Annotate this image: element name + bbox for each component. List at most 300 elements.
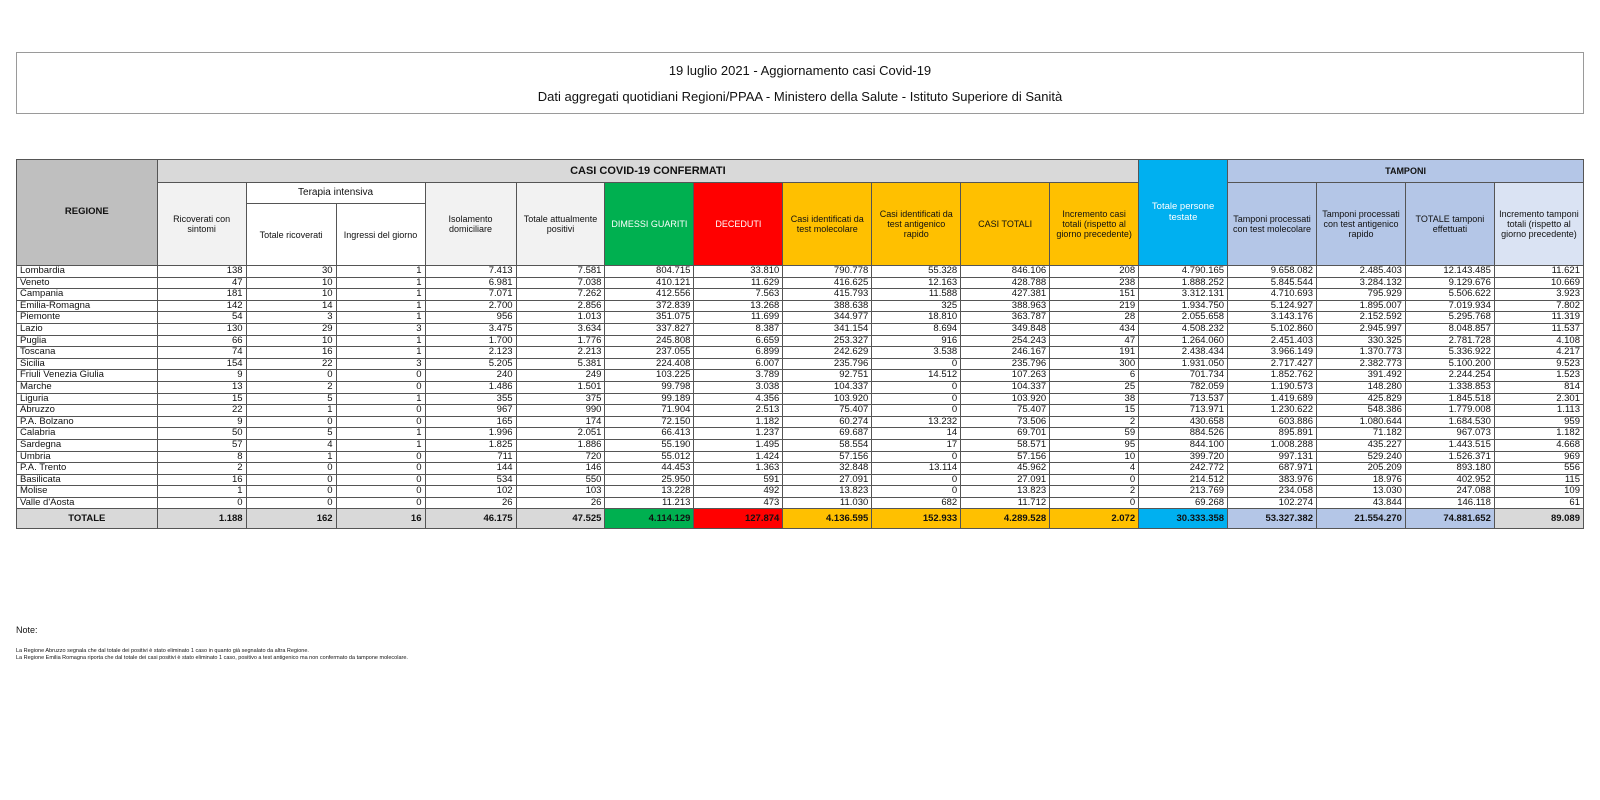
table-cell: 152.933 — [872, 509, 961, 529]
table-row — [17, 312, 1584, 324]
table-cell: 0 — [246, 474, 336, 486]
table-cell: 2.051 — [516, 428, 605, 440]
table-cell: 2.781.728 — [1405, 335, 1494, 347]
table-cell: 410.121 — [605, 277, 694, 289]
table-cell: 341.154 — [783, 323, 872, 335]
table-cell: 16 — [246, 347, 336, 359]
cell-regione: Emilia-Romagna — [17, 300, 158, 312]
table-cell: 3.475 — [425, 323, 516, 335]
table-cell: 1.776 — [516, 335, 605, 347]
table-cell: 2.945.997 — [1317, 323, 1406, 335]
table-cell: 59 — [1050, 428, 1139, 440]
cell-regione: Calabria — [17, 428, 158, 440]
table-cell: 0 — [872, 381, 961, 393]
table-cell: 3 — [246, 312, 336, 324]
table-row — [17, 416, 1584, 428]
table-cell: 26 — [516, 497, 605, 509]
table-cell: 4 — [246, 439, 336, 451]
table-cell: 2.856 — [516, 300, 605, 312]
table-cell: 245.808 — [605, 335, 694, 347]
table-cell: 2.700 — [425, 300, 516, 312]
table-cell: 1.190.573 — [1228, 381, 1317, 393]
table-cell: 1.182 — [694, 416, 783, 428]
table-cell: 1.363 — [694, 463, 783, 475]
table-cell: 9 — [157, 416, 246, 428]
table-cell: 8.387 — [694, 323, 783, 335]
table-cell: 5 — [246, 428, 336, 440]
table-cell: 884.526 — [1139, 428, 1228, 440]
table-row — [17, 300, 1584, 312]
table-cell: 162 — [246, 509, 336, 529]
table-cell: 13.823 — [961, 486, 1050, 498]
table-cell: 11.588 — [872, 289, 961, 301]
table-cell: 55.190 — [605, 439, 694, 451]
table-cell: 416.625 — [783, 277, 872, 289]
table-cell: 219 — [1050, 300, 1139, 312]
table-cell: 372.839 — [605, 300, 694, 312]
table-cell: 254.243 — [961, 335, 1050, 347]
table-cell: 2.213 — [516, 347, 605, 359]
table-row — [17, 381, 1584, 393]
table-row — [17, 347, 1584, 359]
covid-table — [16, 159, 1584, 529]
header-deceduti: DECEDUTI — [694, 183, 783, 266]
band-tamponi: TAMPONI — [1228, 160, 1584, 183]
table-cell: 0 — [872, 405, 961, 417]
table-cell: 45.962 — [961, 463, 1050, 475]
table-row — [17, 323, 1584, 335]
table-cell: 10.669 — [1494, 277, 1583, 289]
table-cell: 165 — [425, 416, 516, 428]
table-cell: 14 — [246, 300, 336, 312]
table-cell: 1.852.762 — [1228, 370, 1317, 382]
table-cell: 235.796 — [961, 358, 1050, 370]
table-cell: 1 — [336, 335, 425, 347]
table-cell: 146 — [516, 463, 605, 475]
table-cell: 0 — [1050, 474, 1139, 486]
table-cell: 234.058 — [1228, 486, 1317, 498]
notes-text — [16, 648, 408, 662]
cell-regione: Campania — [17, 289, 158, 301]
table-cell: 103.225 — [605, 370, 694, 382]
table-cell: 7.413 — [425, 266, 516, 278]
table-cell: 74 — [157, 347, 246, 359]
table-cell: 956 — [425, 312, 516, 324]
table-cell: 246.167 — [961, 347, 1050, 359]
table-cell: 1 — [336, 393, 425, 405]
table-cell: 25.950 — [605, 474, 694, 486]
table-cell: 26 — [425, 497, 516, 509]
table-cell: 73.506 — [961, 416, 1050, 428]
table-cell: 844.100 — [1139, 439, 1228, 451]
table-cell: 75.407 — [783, 405, 872, 417]
table-row-totale — [17, 509, 1584, 529]
header-ricoverati: Ricoverati con sintomi — [157, 183, 246, 266]
table-cell: 7.581 — [516, 266, 605, 278]
table-cell: 5.205 — [425, 358, 516, 370]
table-cell: 5.100.200 — [1405, 358, 1494, 370]
table-cell: 349.848 — [961, 323, 1050, 335]
table-cell: 11.319 — [1494, 312, 1583, 324]
table-cell: 9.129.676 — [1405, 277, 1494, 289]
table-cell: 107.263 — [961, 370, 1050, 382]
table-cell: 1 — [336, 347, 425, 359]
table-cell: 69.268 — [1139, 497, 1228, 509]
table-cell: 1.886 — [516, 439, 605, 451]
table-cell: 249 — [516, 370, 605, 382]
table-cell: 4.790.165 — [1139, 266, 1228, 278]
table-cell: 71.904 — [605, 405, 694, 417]
table-cell: 556 — [1494, 463, 1583, 475]
table-cell: 44.453 — [605, 463, 694, 475]
table-cell: 893.180 — [1405, 463, 1494, 475]
table-cell: 0 — [246, 463, 336, 475]
table-cell: 13.268 — [694, 300, 783, 312]
table-cell: 383.976 — [1228, 474, 1317, 486]
header-ti-totale: Totale ricoverati — [246, 204, 336, 266]
cell-regione: Umbria — [17, 451, 158, 463]
table-cell: 27.091 — [783, 474, 872, 486]
table-cell: 10 — [1050, 451, 1139, 463]
table-cell: 104.337 — [783, 381, 872, 393]
table-cell: 92.751 — [783, 370, 872, 382]
table-cell: 3 — [336, 323, 425, 335]
table-cell: 1.895.007 — [1317, 300, 1406, 312]
table-cell: 109 — [1494, 486, 1583, 498]
table-cell: 846.106 — [961, 266, 1050, 278]
table-cell: 14.512 — [872, 370, 961, 382]
table-cell: 242.629 — [783, 347, 872, 359]
table-cell: 534 — [425, 474, 516, 486]
table-row — [17, 486, 1584, 498]
table-cell: 325 — [872, 300, 961, 312]
table-cell: 969 — [1494, 451, 1583, 463]
table-cell: 603.886 — [1228, 416, 1317, 428]
table-cell: 144 — [425, 463, 516, 475]
table-cell: 0 — [336, 497, 425, 509]
table-cell: 427.381 — [961, 289, 1050, 301]
cell-regione: P.A. Trento — [17, 463, 158, 475]
table-cell: 1.996 — [425, 428, 516, 440]
table-cell: 391.492 — [1317, 370, 1406, 382]
table-cell: 701.734 — [1139, 370, 1228, 382]
table-cell: 990 — [516, 405, 605, 417]
cell-regione: Basilicata — [17, 474, 158, 486]
table-cell: 16 — [157, 474, 246, 486]
cell-regione: Abruzzo — [17, 405, 158, 417]
table-cell: 58.571 — [961, 439, 1050, 451]
table-cell: 967.073 — [1405, 428, 1494, 440]
table-cell: 1.008.288 — [1228, 439, 1317, 451]
table-cell: 6.981 — [425, 277, 516, 289]
table-cell: 13.030 — [1317, 486, 1406, 498]
table-cell: 1.684.530 — [1405, 416, 1494, 428]
table-cell: 1.338.853 — [1405, 381, 1494, 393]
table-cell: 1.113 — [1494, 405, 1583, 417]
table-cell: 895.891 — [1228, 428, 1317, 440]
table-cell: 214.512 — [1139, 474, 1228, 486]
table-cell: 916 — [872, 335, 961, 347]
header-ti-ingressi: Ingressi del giorno — [336, 204, 425, 266]
table-cell: 782.059 — [1139, 381, 1228, 393]
table-cell: 58.554 — [783, 439, 872, 451]
table-cell: 0 — [336, 463, 425, 475]
table-cell: 10 — [246, 289, 336, 301]
table-body — [17, 266, 1584, 529]
table-cell: 2 — [1050, 416, 1139, 428]
table-cell: 7.019.934 — [1405, 300, 1494, 312]
table-cell: 0 — [872, 486, 961, 498]
table-cell: 804.715 — [605, 266, 694, 278]
table-cell: 138 — [157, 266, 246, 278]
table-row — [17, 393, 1584, 405]
table-cell: 22 — [157, 405, 246, 417]
table-row — [17, 474, 1584, 486]
table-cell: 61 — [1494, 497, 1583, 509]
table-cell: 344.977 — [783, 312, 872, 324]
table-cell: 47 — [1050, 335, 1139, 347]
table-cell: 967 — [425, 405, 516, 417]
table-cell: 0 — [872, 474, 961, 486]
table-cell: 0 — [336, 416, 425, 428]
table-cell: 0 — [246, 416, 336, 428]
table-cell: 21.554.270 — [1317, 509, 1406, 529]
table-cell: 17 — [872, 439, 961, 451]
table-cell: 9.523 — [1494, 358, 1583, 370]
table-cell: 2.055.658 — [1139, 312, 1228, 324]
table-cell: 0 — [336, 381, 425, 393]
header-persone-testate: Totale persone testate — [1139, 160, 1228, 266]
table-cell: 1.264.060 — [1139, 335, 1228, 347]
table-cell: 11.712 — [961, 497, 1050, 509]
table-row — [17, 497, 1584, 509]
table-cell: 53.327.382 — [1228, 509, 1317, 529]
cell-regione: Veneto — [17, 277, 158, 289]
table-cell: 60.274 — [783, 416, 872, 428]
table-cell: 1.443.515 — [1405, 439, 1494, 451]
table-cell: 15 — [157, 393, 246, 405]
table-cell: 1.230.622 — [1228, 405, 1317, 417]
table-cell: 0 — [157, 497, 246, 509]
band-casi-confermati: CASI COVID-19 CONFERMATI — [157, 160, 1138, 183]
table-cell: 25 — [1050, 381, 1139, 393]
table-cell: 711 — [425, 451, 516, 463]
table-cell: 103 — [516, 486, 605, 498]
table-cell: 142 — [157, 300, 246, 312]
table-cell: 74.881.652 — [1405, 509, 1494, 529]
page-title: 19 luglio 2021 - Aggiornamento casi Covid-19 — [668, 63, 932, 78]
notes-label: Note: — [16, 625, 38, 635]
table-cell: 0 — [872, 451, 961, 463]
table-cell: 415.793 — [783, 289, 872, 301]
table-cell: 4.356 — [694, 393, 783, 405]
cell-regione: Liguria — [17, 393, 158, 405]
table-cell: 181 — [157, 289, 246, 301]
table-cell: 235.796 — [783, 358, 872, 370]
table-cell: 103.920 — [961, 393, 1050, 405]
table-cell: 38 — [1050, 393, 1139, 405]
table-cell: 3.143.176 — [1228, 312, 1317, 324]
table-cell: 1.523 — [1494, 370, 1583, 382]
table-cell: 102.274 — [1228, 497, 1317, 509]
table-cell: 130 — [157, 323, 246, 335]
table-cell: 4.217 — [1494, 347, 1583, 359]
header-tamponi-antigenico: Tamponi processati con test antigenico rapido — [1317, 183, 1406, 266]
table-cell: 66 — [157, 335, 246, 347]
table-cell: 548.386 — [1317, 405, 1406, 417]
table-cell: 99.798 — [605, 381, 694, 393]
table-cell: 2.485.403 — [1317, 266, 1406, 278]
table-cell: 4.108 — [1494, 335, 1583, 347]
table-cell: 1.501 — [516, 381, 605, 393]
table-row — [17, 370, 1584, 382]
table-cell: 11.629 — [694, 277, 783, 289]
table-cell: 33.810 — [694, 266, 783, 278]
table-cell: 72.150 — [605, 416, 694, 428]
table-cell: 6 — [1050, 370, 1139, 382]
table-cell: 5.102.860 — [1228, 323, 1317, 335]
table-cell: 242.772 — [1139, 463, 1228, 475]
table-cell: 1.188 — [157, 509, 246, 529]
table-cell: 375 — [516, 393, 605, 405]
table-cell: 174 — [516, 416, 605, 428]
table-cell: 0 — [1050, 497, 1139, 509]
table-cell: 29 — [246, 323, 336, 335]
title-box — [16, 52, 1584, 114]
header-attualmente-positivi: Totale attualmente positivi — [516, 183, 605, 266]
table-cell: 399.720 — [1139, 451, 1228, 463]
note-line: La Regione Abruzzo segnala che dal totale dei positivi è stato eliminato 1 caso in quanto già segnalato da altra Regione. — [16, 648, 309, 654]
table-cell: 1.700 — [425, 335, 516, 347]
table-cell: 1.013 — [516, 312, 605, 324]
table-cell: 11.213 — [605, 497, 694, 509]
table-cell: 66.413 — [605, 428, 694, 440]
table-cell: 54 — [157, 312, 246, 324]
table-cell: 3.312.131 — [1139, 289, 1228, 301]
table-cell: 9.658.082 — [1228, 266, 1317, 278]
table-cell: 492 — [694, 486, 783, 498]
table-cell: 30.333.358 — [1139, 509, 1228, 529]
table-cell: 2.301 — [1494, 393, 1583, 405]
table-cell: 127.874 — [694, 509, 783, 529]
table-cell: 1 — [336, 289, 425, 301]
table-cell: 4.136.595 — [783, 509, 872, 529]
cell-regione: Molise — [17, 486, 158, 498]
table-cell: 1 — [157, 486, 246, 498]
table-cell: 5.336.922 — [1405, 347, 1494, 359]
table-cell: 8.694 — [872, 323, 961, 335]
table-cell: 1.237 — [694, 428, 783, 440]
table-row — [17, 463, 1584, 475]
table-cell: 213.769 — [1139, 486, 1228, 498]
table-cell: 7.071 — [425, 289, 516, 301]
table-cell: 27.091 — [961, 474, 1050, 486]
table-cell: 75.407 — [961, 405, 1050, 417]
table-cell: 3.538 — [872, 347, 961, 359]
table-cell: 71.182 — [1317, 428, 1406, 440]
table-cell: 13.232 — [872, 416, 961, 428]
table-cell: 103.920 — [783, 393, 872, 405]
table-cell: 720 — [516, 451, 605, 463]
table-cell: 1 — [336, 312, 425, 324]
table-cell: 300 — [1050, 358, 1139, 370]
table-row — [17, 451, 1584, 463]
table-cell: 473 — [694, 497, 783, 509]
table-cell: 3.966.149 — [1228, 347, 1317, 359]
cell-regione: Piemonte — [17, 312, 158, 324]
table-cell: 11.621 — [1494, 266, 1583, 278]
table-cell: 5.124.927 — [1228, 300, 1317, 312]
table-cell: 337.827 — [605, 323, 694, 335]
table-cell: 2 — [246, 381, 336, 393]
table-cell: 47.525 — [516, 509, 605, 529]
note-line: La Regione Emilia Romagna riporta che dal totale dei casi positivi è stato eliminato 1 caso, positivo a test antigenico ma non confermato da tampone molecolare. — [16, 655, 408, 661]
table-cell: 1.424 — [694, 451, 783, 463]
table-cell: 191 — [1050, 347, 1139, 359]
table-row — [17, 335, 1584, 347]
table-cell: 11.030 — [783, 497, 872, 509]
table-cell: 1 — [336, 266, 425, 278]
table-cell: 363.787 — [961, 312, 1050, 324]
table-cell: 7.262 — [516, 289, 605, 301]
table-cell: 430.658 — [1139, 416, 1228, 428]
table-cell: 1 — [336, 277, 425, 289]
table-cell: 95 — [1050, 439, 1139, 451]
cell-regione: Lazio — [17, 323, 158, 335]
table-cell: 0 — [336, 474, 425, 486]
cell-regione: Sardegna — [17, 439, 158, 451]
table-cell: 247.088 — [1405, 486, 1494, 498]
table-cell: 3 — [336, 358, 425, 370]
table-cell: 10 — [246, 335, 336, 347]
table-cell: 4.508.232 — [1139, 323, 1228, 335]
table-cell: 5.845.544 — [1228, 277, 1317, 289]
table-cell: 0 — [872, 393, 961, 405]
table-cell: 2.382.773 — [1317, 358, 1406, 370]
table-cell: 0 — [872, 358, 961, 370]
table-cell: 69.701 — [961, 428, 1050, 440]
table-cell: 0 — [336, 486, 425, 498]
cell-regione: Valle d'Aosta — [17, 497, 158, 509]
table-cell: 434 — [1050, 323, 1139, 335]
table-cell: 253.327 — [783, 335, 872, 347]
cell-regione: Friuli Venezia Giulia — [17, 370, 158, 382]
table-cell: 2.123 — [425, 347, 516, 359]
table-cell: 1 — [246, 405, 336, 417]
table-cell: 2.438.434 — [1139, 347, 1228, 359]
table-cell: 148.280 — [1317, 381, 1406, 393]
table-cell: 16 — [336, 509, 425, 529]
table-cell: 11.537 — [1494, 323, 1583, 335]
table-cell: 57 — [157, 439, 246, 451]
table-cell: 13 — [157, 381, 246, 393]
cell-regione: TOTALE — [17, 509, 158, 529]
cell-regione: Marche — [17, 381, 158, 393]
table-cell: 1.080.644 — [1317, 416, 1406, 428]
table-cell: 205.209 — [1317, 463, 1406, 475]
table-cell: 4.668 — [1494, 439, 1583, 451]
header-casi-molecolare: Casi identificati da test molecolare — [783, 183, 872, 266]
table-cell: 0 — [336, 370, 425, 382]
table-cell: 5.381 — [516, 358, 605, 370]
table-cell: 2.244.254 — [1405, 370, 1494, 382]
table-cell: 104.337 — [961, 381, 1050, 393]
table-cell: 428.788 — [961, 277, 1050, 289]
table-cell: 529.240 — [1317, 451, 1406, 463]
table-cell: 5.506.622 — [1405, 289, 1494, 301]
table-cell: 3.038 — [694, 381, 783, 393]
table-cell: 997.131 — [1228, 451, 1317, 463]
